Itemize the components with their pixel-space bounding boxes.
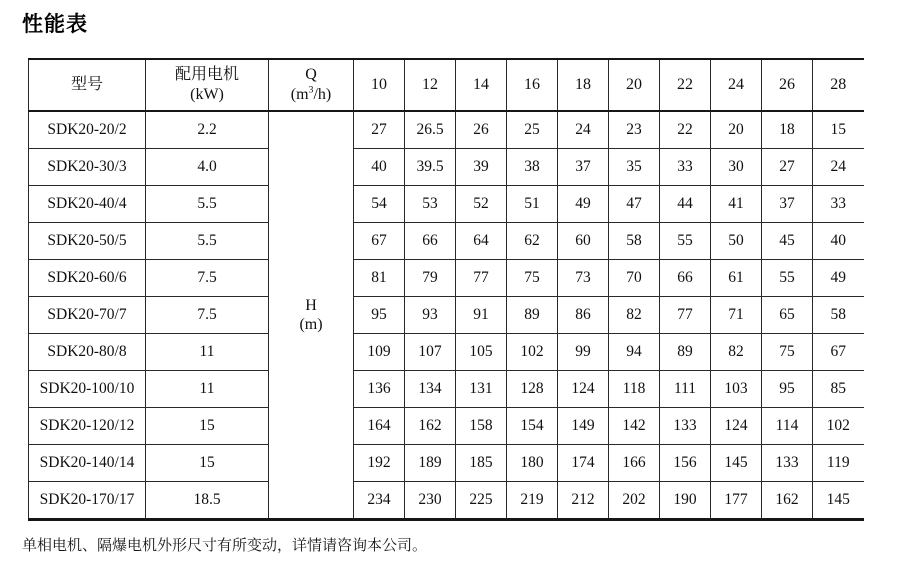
head-value-cell: 190 — [660, 482, 711, 520]
model-cell: SDK20-40/4 — [29, 186, 146, 223]
head-value-cell: 70 — [609, 260, 660, 297]
head-value-cell: 49 — [813, 260, 864, 297]
head-value-cell: 30 — [711, 149, 762, 186]
footnote: 单相电机、隔爆电机外形尺寸有所变动，详情请咨询本公司。 — [22, 538, 428, 554]
head-value-cell: 86 — [558, 297, 609, 334]
head-value-cell: 128 — [507, 371, 558, 408]
head-value-cell: 99 — [558, 334, 609, 371]
head-value-cell: 18 — [762, 111, 813, 149]
head-value-cell: 131 — [456, 371, 507, 408]
head-value-cell: 103 — [711, 371, 762, 408]
head-value-cell: 145 — [813, 482, 864, 520]
head-value-cell: 93 — [405, 297, 456, 334]
head-value-cell: 55 — [660, 223, 711, 260]
head-value-cell: 75 — [762, 334, 813, 371]
model-cell: SDK20-120/12 — [29, 408, 146, 445]
head-value-cell: 64 — [456, 223, 507, 260]
head-value-cell: 66 — [660, 260, 711, 297]
head-value-cell: 77 — [660, 297, 711, 334]
head-value-cell: 49 — [558, 186, 609, 223]
col-header-flow-value: 10 — [354, 59, 405, 111]
motor-kw-cell: 5.5 — [146, 223, 269, 260]
table-row — [29, 482, 864, 520]
head-value-cell: 124 — [558, 371, 609, 408]
model-cell: SDK20-30/3 — [29, 149, 146, 186]
head-value-cell: 154 — [507, 408, 558, 445]
head-value-cell: 53 — [405, 186, 456, 223]
head-value-cell: 66 — [405, 223, 456, 260]
head-value-cell: 52 — [456, 186, 507, 223]
head-value-cell: 15 — [813, 111, 864, 149]
head-value-cell: 105 — [456, 334, 507, 371]
table-row — [29, 445, 864, 482]
table-row — [29, 149, 864, 186]
head-value-cell: 202 — [609, 482, 660, 520]
head-value-cell: 23 — [609, 111, 660, 149]
col-header-flow-value: 26 — [762, 59, 813, 111]
head-value-cell: 82 — [609, 297, 660, 334]
motor-kw-cell: 15 — [146, 445, 269, 482]
head-value-cell: 41 — [711, 186, 762, 223]
q-unit-prefix: (m — [290, 86, 309, 103]
head-value-cell: 45 — [762, 223, 813, 260]
table-row — [29, 111, 864, 149]
model-cell: SDK20-20/2 — [29, 111, 146, 149]
head-value-cell: 60 — [558, 223, 609, 260]
motor-kw-cell: 11 — [146, 334, 269, 371]
head-value-cell: 75 — [507, 260, 558, 297]
head-value-cell: 58 — [609, 223, 660, 260]
head-value-cell: 114 — [762, 408, 813, 445]
head-value-cell: 156 — [660, 445, 711, 482]
header-row — [29, 59, 864, 111]
head-value-cell: 124 — [711, 408, 762, 445]
head-value-cell: 185 — [456, 445, 507, 482]
head-value-cell: 27 — [354, 111, 405, 149]
head-value-cell: 47 — [609, 186, 660, 223]
head-value-cell: 26 — [456, 111, 507, 149]
col-header-flow-value: 12 — [405, 59, 456, 111]
q-symbol: Q — [305, 66, 317, 83]
head-value-cell: 164 — [354, 408, 405, 445]
head-value-cell: 133 — [762, 445, 813, 482]
head-value-cell: 65 — [762, 297, 813, 334]
head-value-cell: 102 — [507, 334, 558, 371]
motor-kw-cell: 15 — [146, 408, 269, 445]
model-cell: SDK20-70/7 — [29, 297, 146, 334]
head-value-cell: 62 — [507, 223, 558, 260]
table-row — [29, 260, 864, 297]
model-cell: SDK20-170/17 — [29, 482, 146, 520]
head-value-cell: 133 — [660, 408, 711, 445]
head-value-cell: 33 — [813, 186, 864, 223]
head-value-cell: 50 — [711, 223, 762, 260]
head-value-cell: 51 — [507, 186, 558, 223]
page-title: 性能表 — [22, 13, 88, 36]
head-value-cell: 85 — [813, 371, 864, 408]
head-value-cell: 158 — [456, 408, 507, 445]
motor-header-line2: (kW) — [190, 86, 224, 103]
col-header-flow-value: 28 — [813, 59, 864, 111]
head-value-cell: 24 — [813, 149, 864, 186]
head-value-cell: 225 — [456, 482, 507, 520]
h-label-line1: H — [305, 296, 317, 314]
model-cell: SDK20-60/6 — [29, 260, 146, 297]
table-header — [29, 59, 864, 111]
head-value-cell: 27 — [762, 149, 813, 186]
head-value-cell: 67 — [813, 334, 864, 371]
head-value-cell: 212 — [558, 482, 609, 520]
model-cell: SDK20-80/8 — [29, 334, 146, 371]
head-value-cell: 39 — [456, 149, 507, 186]
head-value-cell: 35 — [609, 149, 660, 186]
head-value-cell: 192 — [354, 445, 405, 482]
head-value-cell: 109 — [354, 334, 405, 371]
table-row — [29, 371, 864, 408]
model-cell: SDK20-100/10 — [29, 371, 146, 408]
head-value-cell: 177 — [711, 482, 762, 520]
head-value-cell: 162 — [762, 482, 813, 520]
head-value-cell: 180 — [507, 445, 558, 482]
head-value-cell: 107 — [405, 334, 456, 371]
col-header-flow-value: 20 — [609, 59, 660, 111]
motor-header-line1: 配用电机 — [174, 66, 239, 83]
head-value-cell: 111 — [660, 371, 711, 408]
head-value-cell: 77 — [456, 260, 507, 297]
motor-kw-cell: 5.5 — [146, 186, 269, 223]
head-value-cell: 174 — [558, 445, 609, 482]
q-unit-sup: 3 — [308, 84, 314, 96]
head-value-cell: 40 — [354, 149, 405, 186]
table-row — [29, 186, 864, 223]
table-row — [29, 334, 864, 371]
col-header-model: 型号 — [29, 59, 146, 111]
head-value-cell: 119 — [813, 445, 864, 482]
head-value-cell: 39.5 — [405, 149, 456, 186]
head-value-cell: 166 — [609, 445, 660, 482]
q-unit-suffix: /h) — [313, 86, 332, 103]
head-value-cell: 38 — [507, 149, 558, 186]
head-value-cell: 71 — [711, 297, 762, 334]
head-value-cell: 22 — [660, 111, 711, 149]
head-value-cell: 82 — [711, 334, 762, 371]
head-value-cell: 189 — [405, 445, 456, 482]
head-value-cell: 54 — [354, 186, 405, 223]
h-label-line2: (m) — [299, 316, 323, 333]
head-value-cell: 44 — [660, 186, 711, 223]
head-value-cell: 25 — [507, 111, 558, 149]
col-header-flow-value: 14 — [456, 59, 507, 111]
head-value-cell: 26.5 — [405, 111, 456, 149]
motor-kw-cell: 7.5 — [146, 297, 269, 334]
table-body — [29, 111, 864, 520]
head-value-cell: 145 — [711, 445, 762, 482]
col-header-flow-value: 22 — [660, 59, 711, 111]
model-cell: SDK20-140/14 — [29, 445, 146, 482]
col-header-flow-value: 18 — [558, 59, 609, 111]
col-header-flow-q — [269, 59, 354, 111]
head-value-cell: 149 — [558, 408, 609, 445]
motor-kw-cell: 4.0 — [146, 149, 269, 186]
head-value-cell: 79 — [405, 260, 456, 297]
head-value-cell: 24 — [558, 111, 609, 149]
q-unit — [269, 85, 353, 105]
head-value-cell: 230 — [405, 482, 456, 520]
col-header-flow-value: 24 — [711, 59, 762, 111]
head-value-cell: 55 — [762, 260, 813, 297]
table-row — [29, 297, 864, 334]
motor-kw-cell: 7.5 — [146, 260, 269, 297]
col-header-flow-value: 16 — [507, 59, 558, 111]
head-value-cell: 89 — [507, 297, 558, 334]
head-value-cell: 94 — [609, 334, 660, 371]
head-value-cell: 37 — [558, 149, 609, 186]
head-value-cell: 89 — [660, 334, 711, 371]
table-row — [29, 408, 864, 445]
model-cell: SDK20-50/5 — [29, 223, 146, 260]
head-value-cell: 61 — [711, 260, 762, 297]
head-value-cell: 134 — [405, 371, 456, 408]
head-unit-cell — [269, 111, 354, 520]
col-header-motor — [146, 59, 269, 111]
head-value-cell: 33 — [660, 149, 711, 186]
head-value-cell: 102 — [813, 408, 864, 445]
head-value-cell: 37 — [762, 186, 813, 223]
head-value-cell: 20 — [711, 111, 762, 149]
head-value-cell: 91 — [456, 297, 507, 334]
motor-kw-cell: 11 — [146, 371, 269, 408]
head-value-cell: 40 — [813, 223, 864, 260]
head-value-cell: 162 — [405, 408, 456, 445]
head-value-cell: 234 — [354, 482, 405, 520]
performance-table — [28, 58, 864, 521]
motor-kw-cell: 2.2 — [146, 111, 269, 149]
motor-kw-cell: 18.5 — [146, 482, 269, 520]
head-value-cell: 95 — [354, 297, 405, 334]
head-value-cell: 136 — [354, 371, 405, 408]
table-row — [29, 223, 864, 260]
head-value-cell: 67 — [354, 223, 405, 260]
head-value-cell: 73 — [558, 260, 609, 297]
head-value-cell: 118 — [609, 371, 660, 408]
head-value-cell: 142 — [609, 408, 660, 445]
head-value-cell: 58 — [813, 297, 864, 334]
head-value-cell: 219 — [507, 482, 558, 520]
head-value-cell: 81 — [354, 260, 405, 297]
head-value-cell: 95 — [762, 371, 813, 408]
